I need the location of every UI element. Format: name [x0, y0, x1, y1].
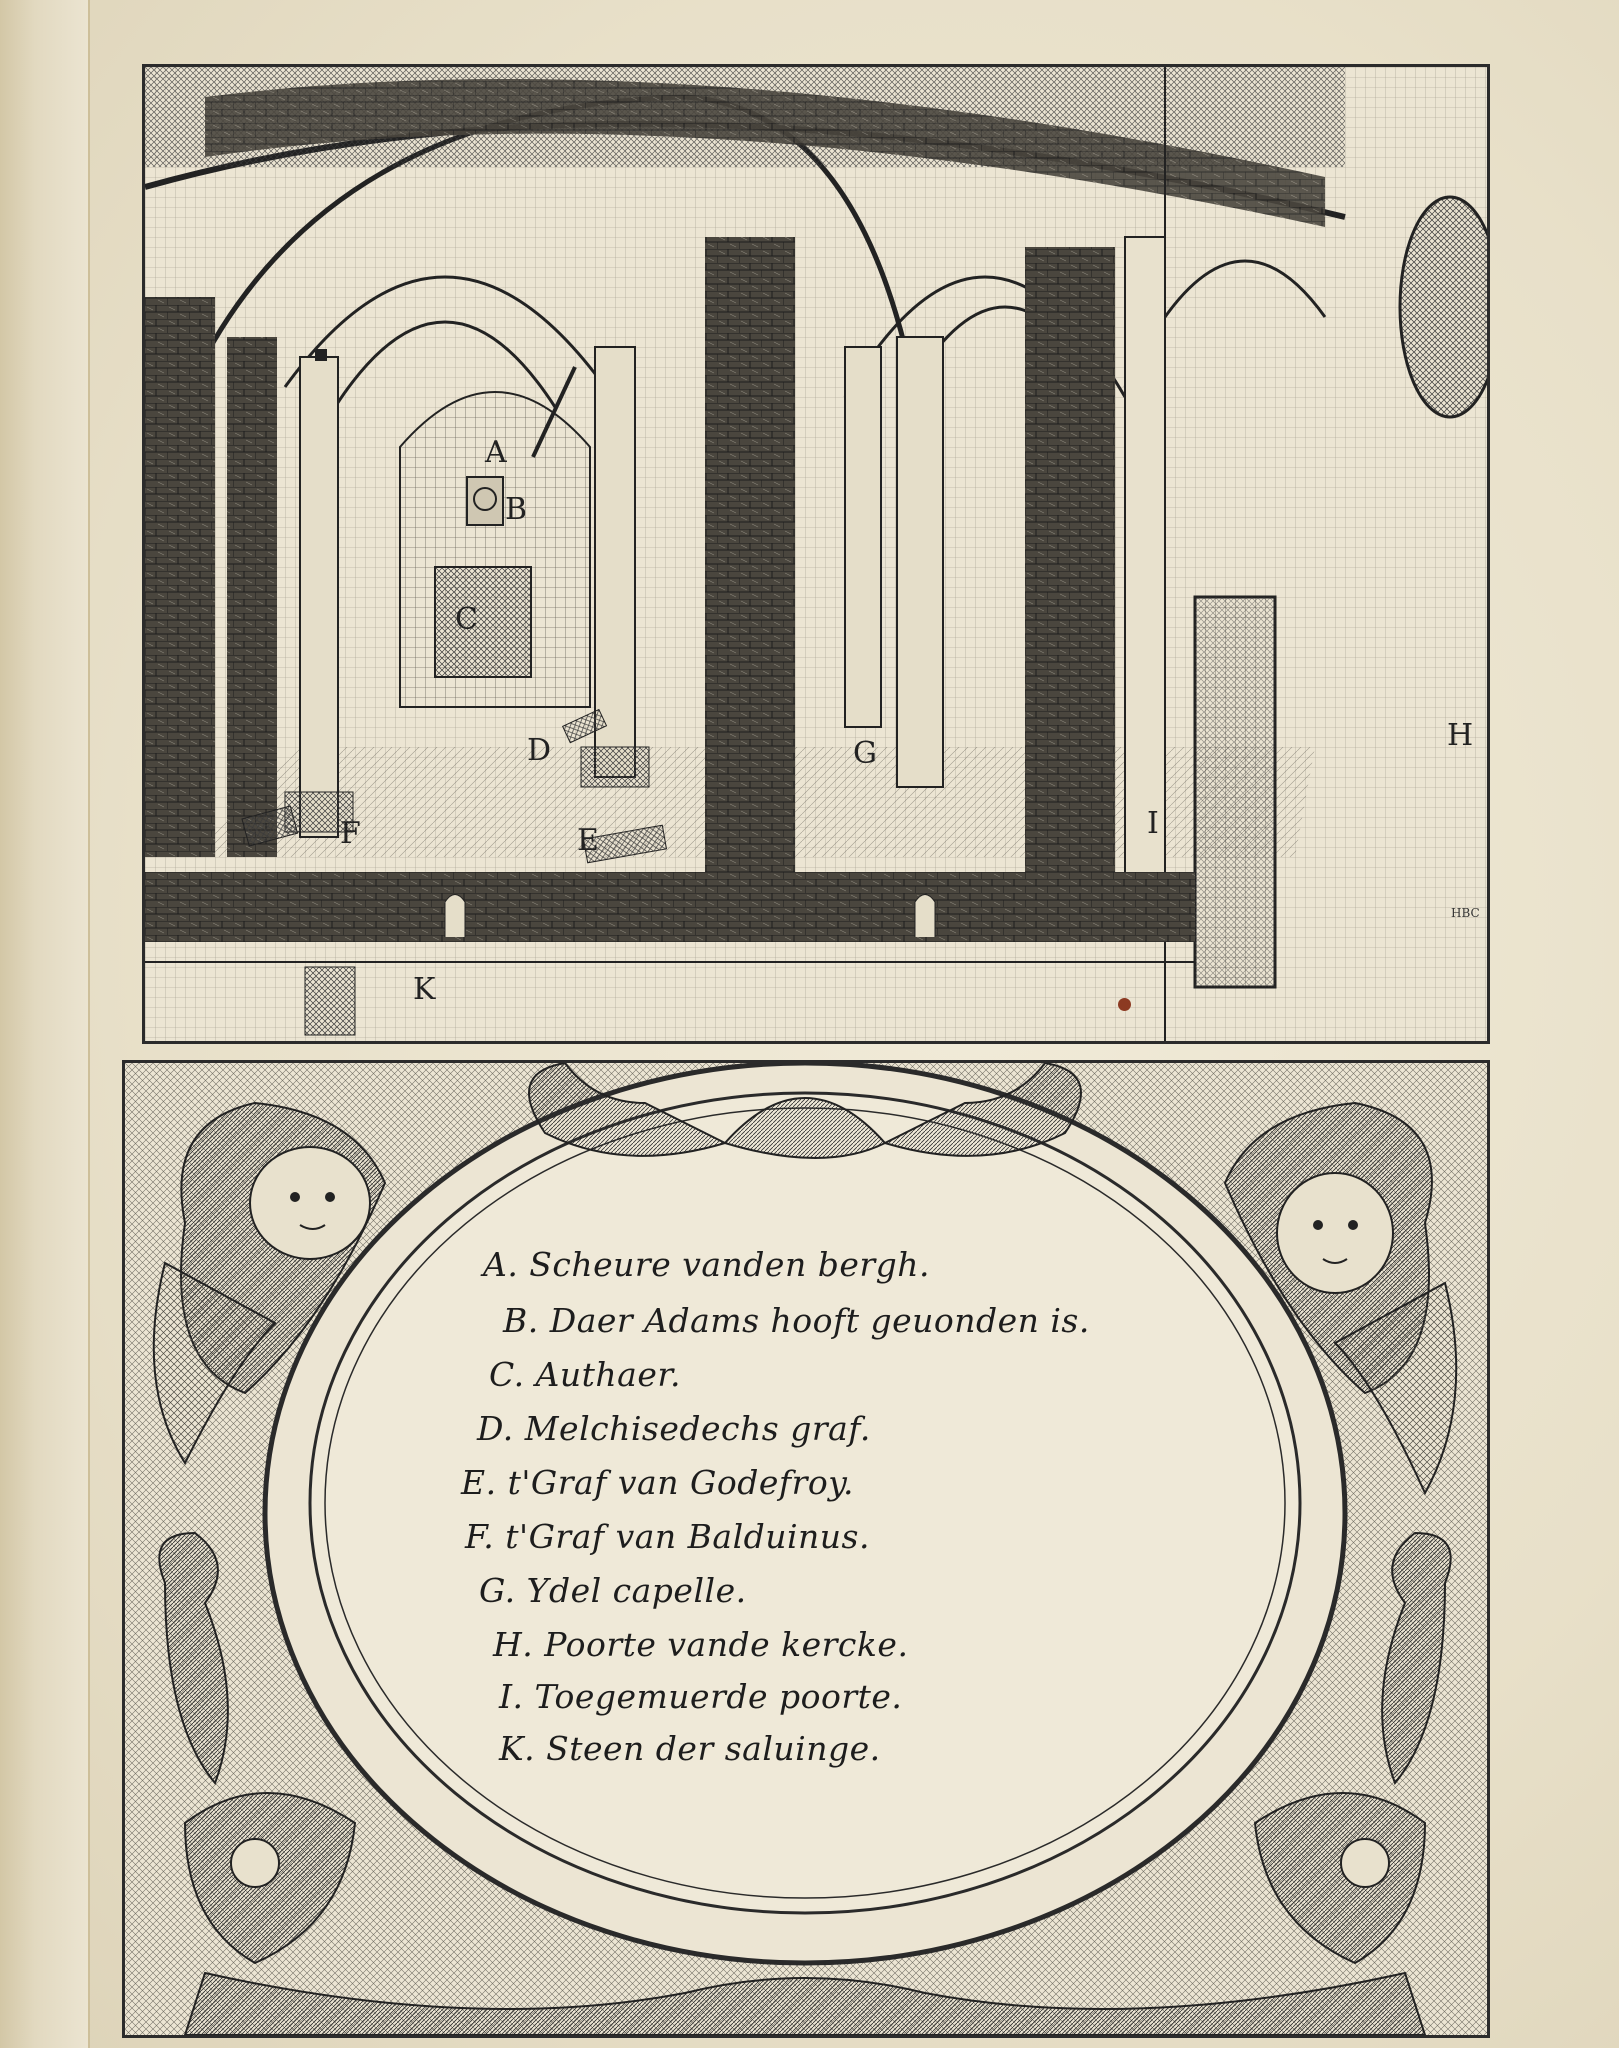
legend-entry-g: G. Ydel capelle. [479, 1571, 747, 1610]
foxing-stain [1118, 998, 1131, 1011]
interior-drawing [145, 67, 1487, 1041]
anointing-stone [305, 967, 355, 1035]
legend-entry-h: H. Poorte vande kercke. [493, 1625, 909, 1664]
legend-entry-b: B. Daer Adams hooft geuonden is. [503, 1301, 1090, 1340]
adam-head-niche [467, 477, 503, 525]
legend-entry-i: I. Toegemuerde poorte. [499, 1677, 903, 1716]
front-parapet [145, 872, 1195, 942]
round-window [1400, 197, 1487, 417]
legend-entry-k: K. Steen der saluinge. [499, 1729, 881, 1768]
legend-entry-a: A. Scheure vanden bergh. [483, 1245, 930, 1284]
legend-entry-f: F. t'Graf van Balduinus. [465, 1517, 870, 1556]
label-f: F [340, 816, 361, 851]
label-c: C [455, 602, 478, 637]
label-e: E [577, 823, 599, 858]
legend-entry-e: E. t'Graf van Godefroy. [461, 1463, 854, 1502]
binding-edge [0, 0, 90, 2048]
label-g: G [853, 736, 877, 771]
label-a: A [485, 435, 507, 470]
legend-entry-d: D. Melchisedechs graf. [477, 1409, 871, 1448]
label-b: B [505, 492, 528, 527]
label-k: K [413, 972, 436, 1007]
label-i: I [1147, 806, 1159, 841]
legend-entry-c: C. Authaer. [489, 1355, 681, 1394]
label-d: D [527, 733, 552, 768]
legend-cartouche-engraving [122, 1060, 1490, 2038]
inner-oval [310, 1093, 1300, 1913]
engraver-signature: HBC [1451, 906, 1480, 920]
label-h: H [1447, 718, 1474, 753]
altar-icon [435, 567, 531, 677]
church-interior-engraving [142, 64, 1490, 1044]
